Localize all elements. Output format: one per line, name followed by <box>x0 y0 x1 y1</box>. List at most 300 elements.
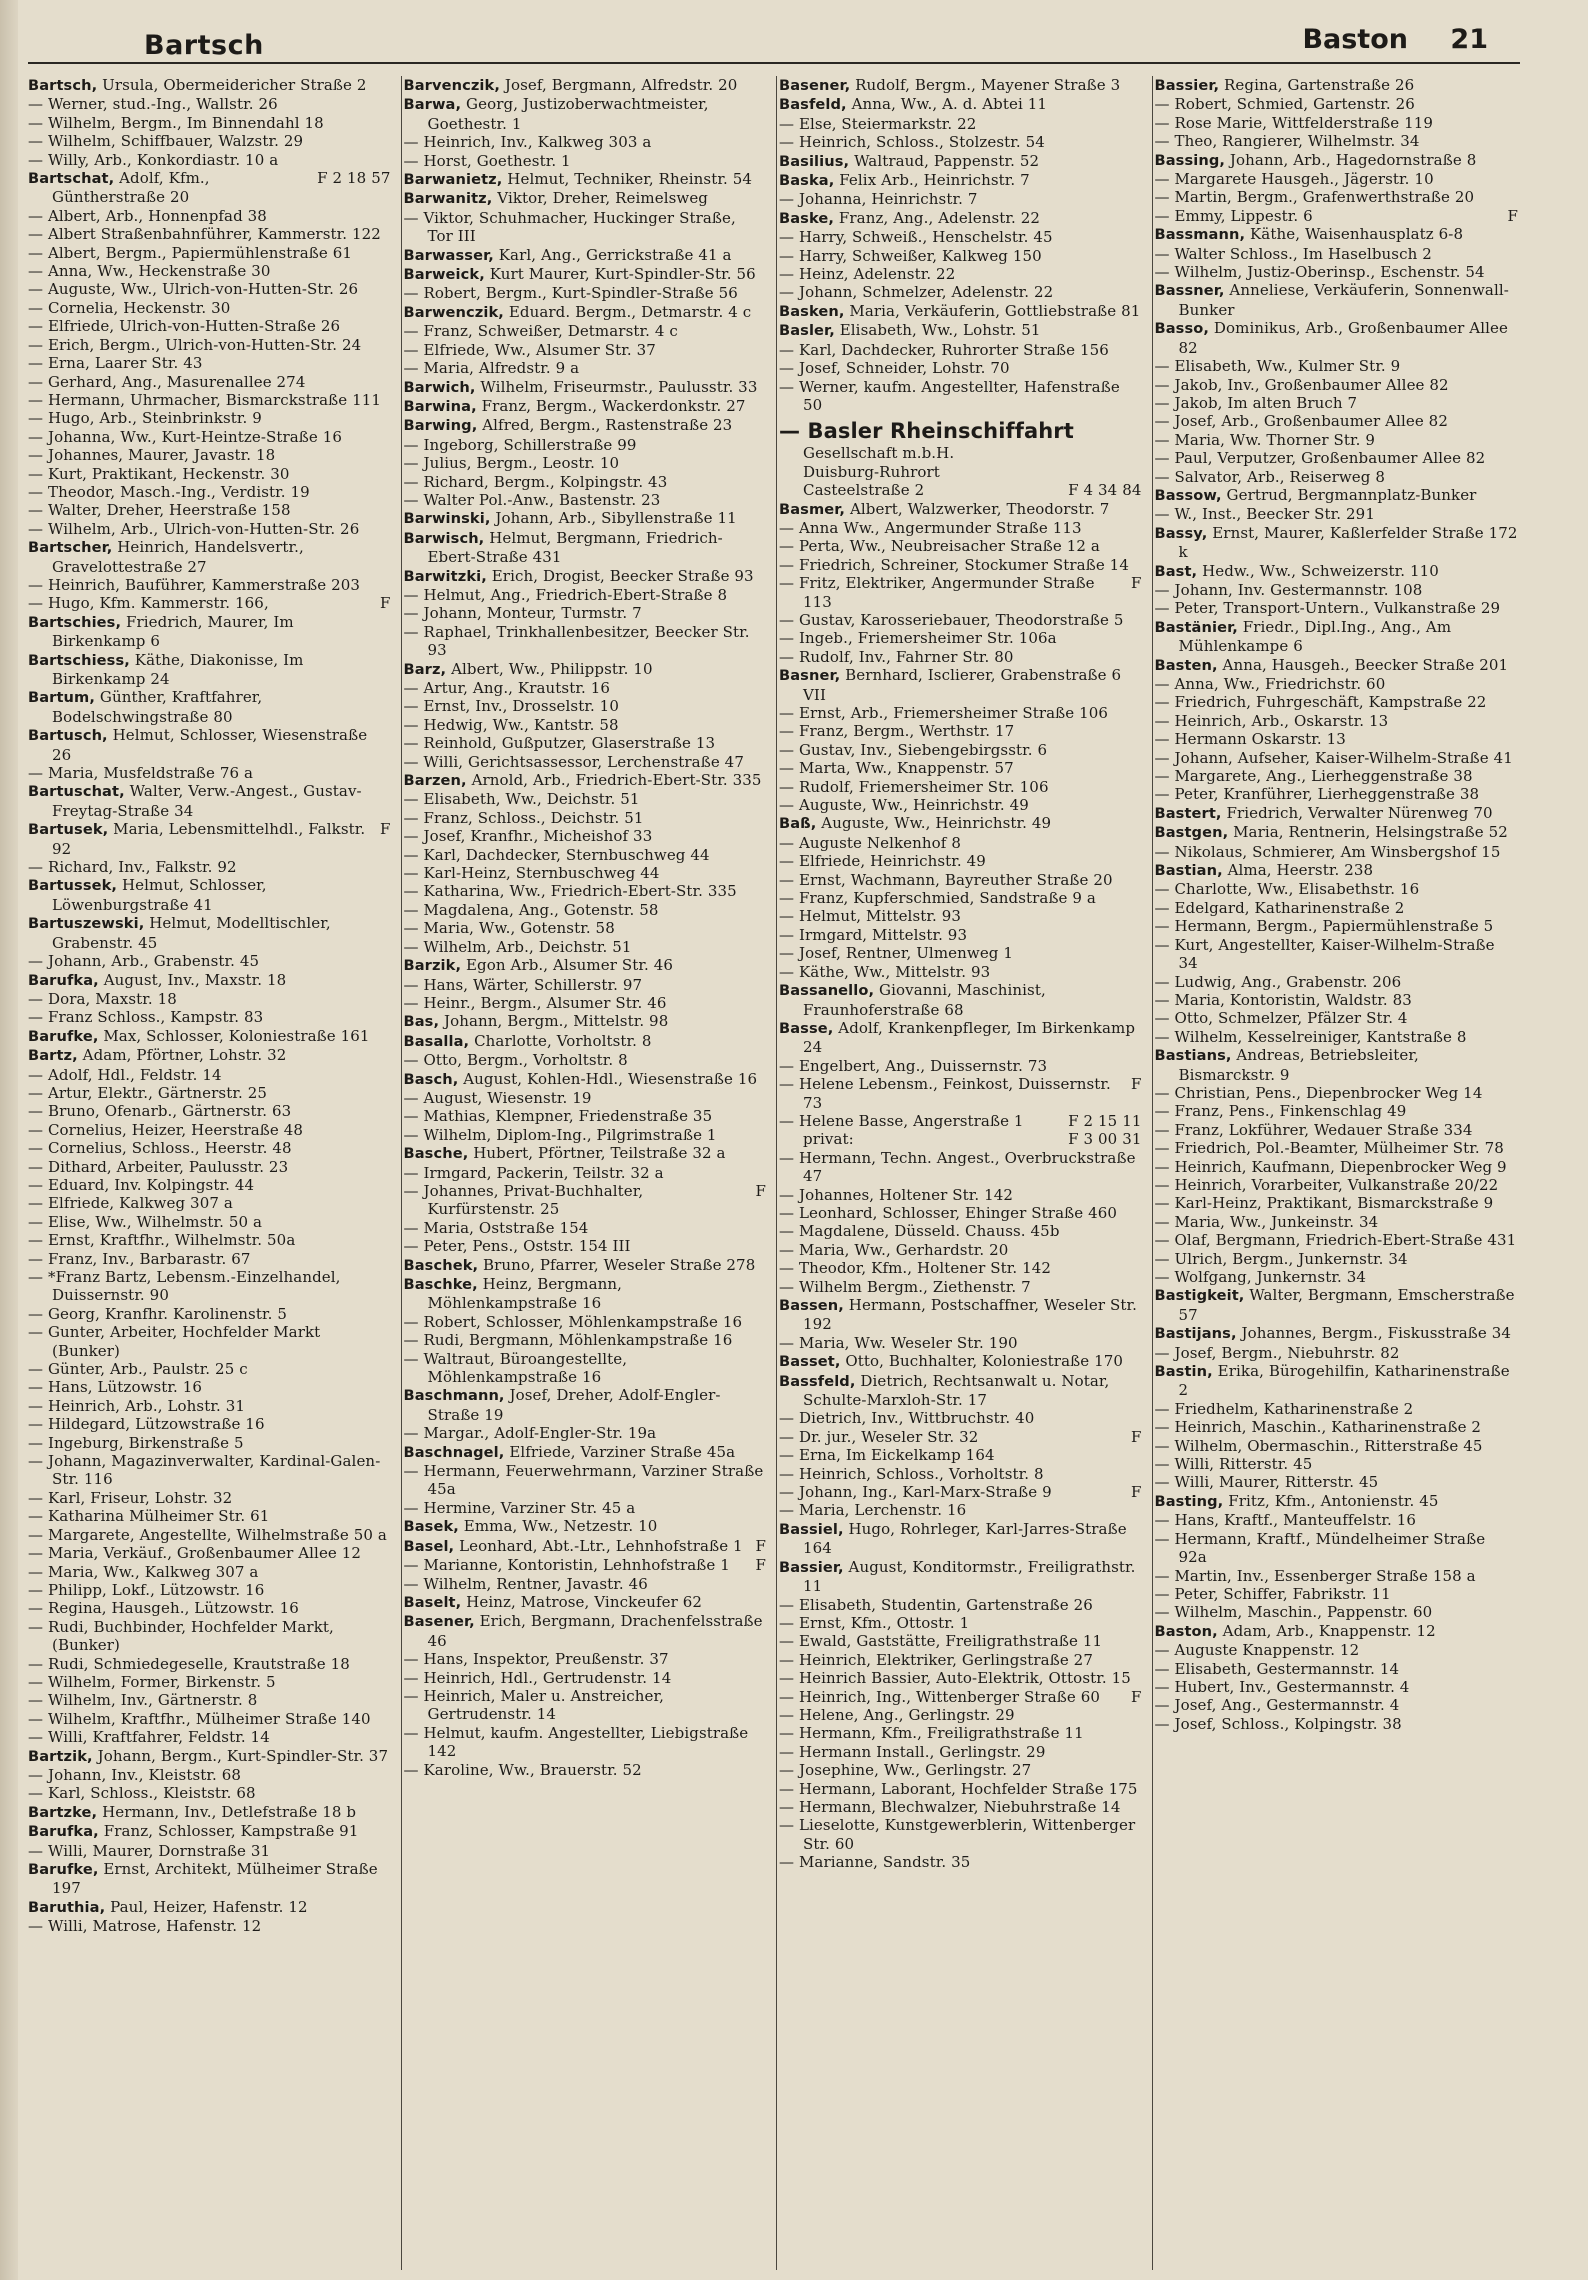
entry-details: — Peter, Kranführer, Lierheggenstraße 38 <box>1154 785 1480 804</box>
entry-details: Waltraud, Pappenstr. 52 <box>854 151 1040 170</box>
surname: Basten, <box>1154 656 1218 674</box>
column-4 <box>1153 76 1529 2270</box>
directory-entry <box>1155 95 1519 113</box>
entry-details: Gesellschaft m.b.H. <box>803 444 955 463</box>
directory-entry <box>779 1724 1142 1742</box>
entry-details: Albert, Walzwerker, Theodorstr. 7 <box>849 499 1110 518</box>
entry-details: — Nikolaus, Schmierer, Am Winsbergshof 15 <box>1154 842 1501 861</box>
surname: Bartuschat, <box>28 783 125 801</box>
entry-details: — Käthe, Ww., Mittelstr. 93 <box>779 962 991 981</box>
surname: Baschmann, <box>403 1387 505 1405</box>
entry-details: Erich, Drogist, Beecker Straße 93 <box>491 566 754 585</box>
phone-number: F <box>1507 206 1518 225</box>
entry-details: Gertrud, Bergmannplatz-Bunker <box>1226 485 1477 504</box>
entry-details: — Heinrich, Bauführer, Kammerstraße 203 <box>28 575 361 594</box>
entry-details: — Cornelia, Heckenstr. 30 <box>28 298 231 317</box>
surname: Basek, <box>403 1518 459 1536</box>
entry-details: Helmut, Schlosser, Löwenburgstraße 41 <box>52 876 267 914</box>
entry-details: Franz, Ang., Adelenstr. 22 <box>838 208 1041 227</box>
entry-details: — Julius, Bergm., Leostr. 10 <box>403 454 620 473</box>
entry-details: — Hans, Inspektor, Preußenstr. 37 <box>403 1650 669 1669</box>
directory-entry <box>1155 1213 1519 1231</box>
entry-details: — Peter, Pens., Oststr. 154 III <box>403 1237 631 1256</box>
entry-details: — Emmy, Lippestr. 6 <box>1154 206 1313 225</box>
directory-entry <box>1155 207 1519 225</box>
entry-details: Johannes, Bergm., Fiskusstraße 34 <box>1241 1324 1512 1343</box>
entry-details: — Wilhelm, Arb., Deichstr. 51 <box>403 937 632 956</box>
directory-entry <box>404 1669 767 1687</box>
entry-details: — Perta, Ww., Neubreisacher Straße 12 a <box>779 537 1100 556</box>
directory-entry <box>404 133 767 151</box>
directory-entry <box>404 846 767 864</box>
directory-entry <box>28 1046 391 1065</box>
directory-entry <box>404 1761 767 1779</box>
entry-details: — Auguste, Ww., Ulrich-von-Hutten-Str. 26 <box>28 280 359 299</box>
directory-entry <box>1155 1009 1519 1027</box>
directory-entry <box>404 76 767 95</box>
directory-entry <box>404 265 767 284</box>
directory-entry <box>28 1526 391 1544</box>
directory-entry <box>28 1803 391 1822</box>
directory-entry <box>1155 1084 1519 1102</box>
entry-details: Erika, Bürogehilfin, Katharinenstraße 2 <box>1178 1362 1510 1400</box>
entry-details: Anna, Hausgeh., Beecker Straße 201 <box>1222 655 1509 674</box>
directory-entry <box>28 613 391 651</box>
directory-entry <box>1155 1268 1519 1286</box>
entry-details: Franz, Bergm., Wackerdonkstr. 27 <box>481 396 746 415</box>
entry-details: Maria, Verkäuferin, Gottliebstraße 81 <box>849 301 1141 320</box>
entry-details: — Ernst, Kraftfhr., Wilhelmstr. 50a <box>28 1231 296 1250</box>
directory-entry <box>1155 1437 1519 1455</box>
entry-details: — Martin, Inv., Essenberger Straße 158 a <box>1154 1566 1476 1585</box>
directory-entry <box>779 341 1142 359</box>
surname: Bassmann, <box>1154 226 1246 244</box>
entry-details: — Rudi, Bergmann, Möhlenkampstraße 16 <box>403 1331 733 1350</box>
directory-entry <box>779 852 1142 870</box>
directory-entry <box>779 481 1142 499</box>
directory-entry <box>779 463 1142 481</box>
entry-details: — Werner, stud.-Ing., Wallstr. 26 <box>28 95 278 114</box>
directory-entry <box>28 1842 391 1860</box>
directory-entry <box>779 1596 1142 1614</box>
surname: Bassier, <box>779 1558 844 1576</box>
surname: Baruthia, <box>28 1898 106 1916</box>
directory-entry <box>28 576 391 594</box>
directory-entry <box>1155 1641 1519 1659</box>
directory-entry <box>1155 357 1519 375</box>
directory-entry <box>779 1409 1142 1427</box>
entry-details: — Ingeborg, Schillerstraße 99 <box>403 435 637 454</box>
surname: Bartzke, <box>28 1803 98 1821</box>
entry-details: Dietrich, Rechtsanwalt u. Notar, Schulte-Marxloh-Str. 17 <box>803 1371 1110 1410</box>
entry-details: — Elisabeth, Gestermannstr. 14 <box>1154 1659 1400 1678</box>
directory-entry <box>1155 394 1519 412</box>
entry-details: — Gustav, Karosseriebauer, Theodorstraße 5 <box>779 610 1124 629</box>
entry-details: — Heinrich, Inv., Kalkweg 303 a <box>403 133 652 152</box>
directory-entry <box>1155 1455 1519 1473</box>
entry-details: — Marta, Ww., Knappenstr. 57 <box>779 759 1014 778</box>
phone-number: F <box>379 820 391 839</box>
directory-entry <box>404 567 767 586</box>
entry-details: — Maria, Lerchenstr. 16 <box>779 1501 967 1520</box>
directory-entry <box>404 679 767 697</box>
entry-details: — Karl, Dachdecker, Ruhrorter Straße 156 <box>779 340 1109 359</box>
surname: Basler, <box>779 322 835 340</box>
entry-details: Anneliese, Verkäuferin, Sonnenwall-Bunker <box>1178 281 1509 319</box>
directory-entry <box>404 1443 767 1462</box>
entry-details: — Marianne, Kontoristin, Lehnhofstraße 1 <box>403 1556 730 1575</box>
entry-details: — Waltraut, Büroangestellte, Möhlenkampstraße 16 <box>403 1349 628 1387</box>
entry-details: — Hermann, Bergm., Papiermühlenstraße 5 <box>1154 917 1494 936</box>
surname: Bartum, <box>28 689 95 707</box>
column-3 <box>777 76 1153 2270</box>
entry-details: — Robert, Schlosser, Möhlenkampstraße 16 <box>403 1312 743 1331</box>
directory-entry <box>779 1278 1142 1296</box>
entry-details: — Heinrich, Maler u. Anstreicher, Gertrudenstr. 14 <box>403 1686 664 1724</box>
entry-details: — Ingeb., Friemersheimer Str. 106a <box>779 629 1057 648</box>
surname: Barufka, <box>28 971 99 989</box>
entry-details: — Hubert, Inv., Gestermannstr. 4 <box>1154 1677 1410 1696</box>
entry-details: — Johann, Ing., Karl-Marx-Straße 9 <box>779 1483 1052 1502</box>
entry-details: — Magdalene, Düsseld. Chauss. 45b <box>779 1222 1060 1241</box>
entry-details: — Rudi, Buchbinder, Hochfelder Markt, (Bunker) <box>28 1617 334 1655</box>
directory-entry <box>779 574 1142 611</box>
entry-details: — Franz, Bergm., Werthstr. 17 <box>779 722 1015 741</box>
entry-details: — Ewald, Gaststätte, Freiligrathstraße 11 <box>779 1632 1103 1651</box>
surname: Basilius, <box>779 152 850 170</box>
directory-entry <box>779 1558 1142 1596</box>
entry-details: Elisabeth, Ww., Lohstr. 51 <box>839 321 1041 340</box>
directory-entry <box>779 302 1142 321</box>
surname: Bartsch, <box>28 77 98 94</box>
directory-entry <box>28 952 391 970</box>
surname: Bastijans, <box>1154 1325 1237 1343</box>
surname: Bastian, <box>1154 862 1223 880</box>
directory-entry <box>404 397 767 416</box>
entry-details: — Heinrich, Maschin., Katharinenstraße 2 <box>1154 1418 1482 1437</box>
directory-entry <box>779 1816 1142 1853</box>
entry-details: Hermann, Inv., Detlefstraße 18 b <box>102 1802 357 1821</box>
directory-entry <box>28 1194 391 1212</box>
entry-details: — Heinrich, Arb., Lohstr. 31 <box>28 1396 245 1415</box>
entry-details: — Franz, Kupferschmied, Sandstraße 9 a <box>779 889 1096 908</box>
directory-entry <box>1155 412 1519 430</box>
directory-entry <box>1155 675 1519 693</box>
directory-entry <box>1155 225 1519 244</box>
directory-entry <box>404 209 767 246</box>
surname: Barwina, <box>403 397 477 415</box>
directory-entry <box>404 1164 767 1182</box>
entry-details: — Robert, Bergm., Kurt-Spindler-Straße 56 <box>403 284 738 303</box>
surname: Bartusch, <box>28 727 108 745</box>
directory-entry <box>779 944 1142 962</box>
directory-entry <box>404 1144 767 1163</box>
directory-entry <box>1155 693 1519 711</box>
directory-entry <box>404 1107 767 1125</box>
entry-details: — Paul, Verputzer, Großenbaumer Allee 82 <box>1154 449 1486 468</box>
directory-entry <box>1155 1028 1519 1046</box>
entry-details: Rudolf, Bergm., Mayener Straße 3 <box>855 76 1121 94</box>
directory-entry <box>404 341 767 359</box>
entry-details: — Hermann, Blechwalzer, Niebuhrstraße 14 <box>779 1797 1121 1816</box>
surname: Bassier, <box>1154 77 1220 94</box>
entry-details: — Elfriede, Kalkweg 307 a <box>28 1194 233 1213</box>
entry-details: — Else, Steiermarkstr. 22 <box>779 114 977 133</box>
entry-details: Helmut, Schlosser, Wiesenstraße 26 <box>52 726 368 764</box>
surname: Baselt, <box>403 1593 462 1611</box>
entry-details: — Maria, Ww. Thorner Str. 9 <box>1154 430 1375 449</box>
directory-entry <box>779 283 1142 301</box>
directory-entry <box>779 228 1142 246</box>
directory-entry <box>404 976 767 994</box>
directory-entry <box>779 359 1142 377</box>
surname: Basse, <box>779 1019 834 1037</box>
directory-entry <box>404 1051 767 1069</box>
entry-details: — Wilhelm, Inv., Gärtnerstr. 8 <box>28 1691 258 1710</box>
directory-entry <box>404 604 767 622</box>
directory-entry <box>779 814 1142 833</box>
entry-details: — Regina, Hausgeh., Lützowstr. 16 <box>28 1599 299 1618</box>
entry-details: — Hans, Lützowstr. 16 <box>28 1378 203 1397</box>
phone-number: F <box>1130 1483 1142 1502</box>
directory-entry <box>28 1898 391 1917</box>
surname: Basner, <box>779 667 841 685</box>
entry-details: Charlotte, Vorholtstr. 8 <box>474 1031 652 1050</box>
entry-details: — Dora, Maxstr. 18 <box>28 989 177 1008</box>
entry-details: Käthe, Waisenhausplatz 6-8 <box>1250 225 1464 244</box>
entry-details: — Irmgard, Packerin, Teilstr. 32 a <box>403 1163 664 1182</box>
entry-details: — Albert Straßenbahnführer, Kammerstr. 122 <box>28 225 381 244</box>
directory-entry <box>779 704 1142 722</box>
surname: Bassanello, <box>779 982 875 1000</box>
entry-details: — Josef, Rentner, Ulmenweg 1 <box>779 944 1014 963</box>
directory-entry <box>404 938 767 956</box>
entry-details: — Helene Basse, Angerstraße 1 <box>779 1111 1024 1130</box>
directory-entry <box>404 1724 767 1761</box>
entry-details: — Gustav, Inv., Siebengebirgsstr. 6 <box>779 740 1048 759</box>
directory-entry <box>1155 76 1519 95</box>
entry-details: — Hermann, Kfm., Freiligrathstraße 11 <box>779 1724 1084 1743</box>
entry-details: — Heinrich, Ing., Wittenberger Straße 60 <box>779 1687 1101 1706</box>
entry-details: — Willi, Ritterstr. 45 <box>1154 1455 1313 1474</box>
directory-entry <box>1155 281 1519 319</box>
directory-entry <box>1155 1158 1519 1176</box>
surname: Bassiel, <box>779 1520 844 1538</box>
directory-entry <box>1155 562 1519 581</box>
entry-details: August, Konditormstr., Freiligrathstr. 11 <box>803 1557 1136 1596</box>
entry-details: — Josef, Schneider, Lohstr. 70 <box>779 359 1010 378</box>
directory-entry <box>28 1323 391 1360</box>
entry-details: — Cornelius, Heizer, Heerstraße 48 <box>28 1120 304 1139</box>
directory-entry <box>1155 899 1519 917</box>
phone-number: F 2 18 57 <box>317 169 391 188</box>
surname: Barwing, <box>403 417 478 435</box>
surname: Bassfeld, <box>779 1372 856 1390</box>
directory-entry <box>779 889 1142 907</box>
directory-entry <box>404 1219 767 1237</box>
directory-entry <box>404 303 767 322</box>
directory-entry <box>28 1158 391 1176</box>
entry-details: — Albert, Bergm., Papiermühlenstraße 61 <box>28 243 352 262</box>
entry-details: — Martin, Bergm., Grafenwerthstraße 20 <box>1154 188 1475 207</box>
directory-entry <box>779 171 1142 190</box>
directory-entry <box>779 871 1142 889</box>
surname: Bartussek, <box>28 877 118 895</box>
directory-entry <box>28 1360 391 1378</box>
directory-entry <box>28 1822 391 1841</box>
directory-entry <box>404 1612 767 1650</box>
directory-entry <box>779 1446 1142 1464</box>
entry-details: — Josef, Arb., Großenbaumer Allee 82 <box>1154 412 1448 431</box>
directory-entry <box>779 1296 1142 1334</box>
entry-details: — Maria, Ww., Kalkweg 307 a <box>28 1562 259 1581</box>
phone-number: F <box>755 1536 766 1555</box>
entry-details: — Karl, Schloss., Kleiststr. 68 <box>28 1784 256 1803</box>
directory-entry <box>404 586 767 604</box>
directory-entry <box>404 95 767 133</box>
entry-details: Bruno, Pfarrer, Weseler Straße 278 <box>483 1255 756 1274</box>
entry-details: — Elisabeth, Ww., Kulmer Str. 9 <box>1154 357 1401 376</box>
directory-entry <box>28 132 391 150</box>
surname: Basener, <box>403 1613 475 1631</box>
directory-entry <box>404 1313 767 1331</box>
entry-details: — Wilhelm, Diplom-Ing., Pilgrimstraße 1 <box>403 1125 717 1144</box>
entry-details: — Edelgard, Katharinenstraße 2 <box>1154 898 1405 917</box>
entry-details: — Marianne, Sandstr. 35 <box>779 1853 971 1872</box>
entry-details: — Magdalena, Ang., Gotenstr. 58 <box>403 900 659 919</box>
entry-details: Heinz, Bergmann, Möhlenkampstraße 16 <box>427 1275 623 1313</box>
entry-details: — Wilhelm, Rentner, Javastr. 46 <box>403 1574 648 1593</box>
directory-entry <box>1155 1622 1519 1641</box>
entry-details: — Wilhelm, Obermaschin., Ritterstraße 45 <box>1154 1436 1483 1455</box>
entry-details: — Willi, Kraftfahrer, Feldstr. 14 <box>28 1728 270 1747</box>
entry-details: — Margar., Adolf-Engler-Str. 19a <box>403 1424 657 1443</box>
entry-details: Alma, Heerstr. 238 <box>1227 861 1374 880</box>
directory-entry <box>779 95 1142 114</box>
entry-details: — Rudolf, Inv., Fahrner Str. 80 <box>779 647 1014 666</box>
entry-details: — Maria, Ww., Gotenstr. 58 <box>403 919 615 938</box>
entry-details: — Harry, Schweiß., Henschelstr. 45 <box>779 228 1053 247</box>
surname: Barvenczik, <box>403 77 500 94</box>
directory-entry <box>779 1743 1142 1761</box>
entry-details: — Anna, Ww., Friedrichstr. 60 <box>1154 675 1386 693</box>
entry-details: — Jakob, Im alten Bruch 7 <box>1154 393 1358 412</box>
directory-entry <box>28 336 391 354</box>
directory-entry <box>28 262 391 280</box>
directory-entry <box>28 1027 391 1046</box>
directory-entry <box>779 418 1142 444</box>
entry-details: Bernhard, Isclierer, Grabenstraße 6 VII <box>803 666 1122 704</box>
entry-details: — Josef, Schloss., Kolpingstr. 38 <box>1154 1714 1402 1733</box>
directory-entry <box>779 1798 1142 1816</box>
surname: Bartuszewski, <box>28 915 145 933</box>
directory-entry <box>404 246 767 265</box>
directory-entry <box>779 115 1142 133</box>
entry-details: — Franz Schloss., Kampstr. 83 <box>28 1008 264 1027</box>
entry-details: — Engelbert, Ang., Duissernstr. 73 <box>779 1056 1048 1075</box>
directory-entry <box>1155 1567 1519 1585</box>
entry-details: — Franz, Schweißer, Detmarstr. 4 c <box>403 322 678 341</box>
directory-entry <box>779 629 1142 647</box>
directory-entry <box>28 280 391 298</box>
entry-details: — Salvator, Arb., Reiserweg 8 <box>1154 467 1385 486</box>
entry-details: Heinz, Matrose, Vinckeufer 62 <box>466 1592 703 1611</box>
directory-entry <box>28 1673 391 1691</box>
directory-entry <box>1155 151 1519 170</box>
entry-details: — Heinz, Adelenstr. 22 <box>779 265 956 284</box>
directory-entry <box>28 1489 391 1507</box>
surname: Basel, <box>403 1537 455 1555</box>
directory-entry <box>28 373 391 391</box>
entry-details: — Maria, Verkäuf., Großenbaumer Allee 12 <box>28 1544 362 1563</box>
surname: Bassner, <box>1154 282 1225 300</box>
entry-details: — *Franz Bartz, Lebensm.-Einzelhandel, Duissernstr. 90 <box>28 1268 341 1305</box>
surname: Bastin, <box>1154 1363 1213 1381</box>
entry-details: — Hans, Kraftf., Manteuffelstr. 16 <box>1154 1511 1416 1530</box>
surname: Bastänier, <box>1154 618 1238 636</box>
directory-entry <box>779 1428 1142 1446</box>
entry-details: — Karl, Friseur, Lohstr. 32 <box>28 1488 233 1507</box>
directory-entry <box>28 1507 391 1525</box>
directory-entry <box>28 114 391 132</box>
directory-entry <box>1155 804 1519 823</box>
entry-details: Friedr., Dipl.Ing., Ang., Am Mühlenkampe 6 <box>1178 617 1452 656</box>
directory-entry <box>404 436 767 454</box>
surname: Bassow, <box>1154 486 1222 504</box>
entry-details: — Irmgard, Mittelstr. 93 <box>779 925 968 944</box>
entry-details: — Heinrich, Kaufmann, Diepenbrocker Weg 9 <box>1154 1157 1507 1176</box>
entry-details: — Helmut, Ang., Friedrich-Ebert-Straße 8 <box>403 585 728 604</box>
directory-entry <box>779 1520 1142 1558</box>
directory-entry <box>779 722 1142 740</box>
directory-entry <box>1155 263 1519 281</box>
surname: Basch, <box>403 1070 459 1088</box>
entry-details: — Willi, Maurer, Ritterstr. 45 <box>1154 1473 1379 1492</box>
directory-entry <box>28 820 391 858</box>
surname: Barufka, <box>28 1823 99 1841</box>
directory-entry <box>404 529 767 567</box>
directory-entry <box>779 1149 1142 1186</box>
surname: Basmer, <box>779 500 846 518</box>
directory-entry <box>779 1186 1142 1204</box>
directory-entry <box>1155 1102 1519 1120</box>
directory-entry <box>1155 599 1519 617</box>
directory-entry <box>404 1275 767 1313</box>
directory-entry <box>404 1350 767 1387</box>
directory-entry <box>404 359 767 377</box>
entry-details: Friedrich, Maurer, Im Birkenkamp 6 <box>52 612 294 651</box>
entry-details: — Margarete Hausgeh., Jägerstr. 10 <box>1154 170 1434 189</box>
directory-entry <box>1155 785 1519 803</box>
entry-details: Hugo, Rohrleger, Karl-Jarres-Straße 164 <box>803 1519 1127 1558</box>
directory-entry <box>1155 1286 1519 1324</box>
directory-entry <box>404 189 767 208</box>
directory-entry <box>28 299 391 317</box>
directory-entry <box>779 666 1142 704</box>
entry-details: — Walter Schloss., Im Haselbusch 2 <box>1154 244 1432 263</box>
directory-entry <box>404 790 767 808</box>
column-2 <box>402 76 778 2270</box>
directory-entry <box>28 1121 391 1139</box>
surname: Barzik, <box>403 957 462 975</box>
directory-entry <box>28 483 391 501</box>
entry-details: Hedw., Ww., Schweizerstr. 110 <box>1202 561 1439 580</box>
surname: Barwinski, <box>403 510 491 528</box>
entry-details: — Elfriede, Ulrich-von-Hutten-Straße 26 <box>28 317 341 336</box>
entry-details: Viktor, Dreher, Reimelsweg <box>497 189 709 208</box>
directory-entry <box>1155 749 1519 767</box>
directory-entry <box>779 556 1142 574</box>
